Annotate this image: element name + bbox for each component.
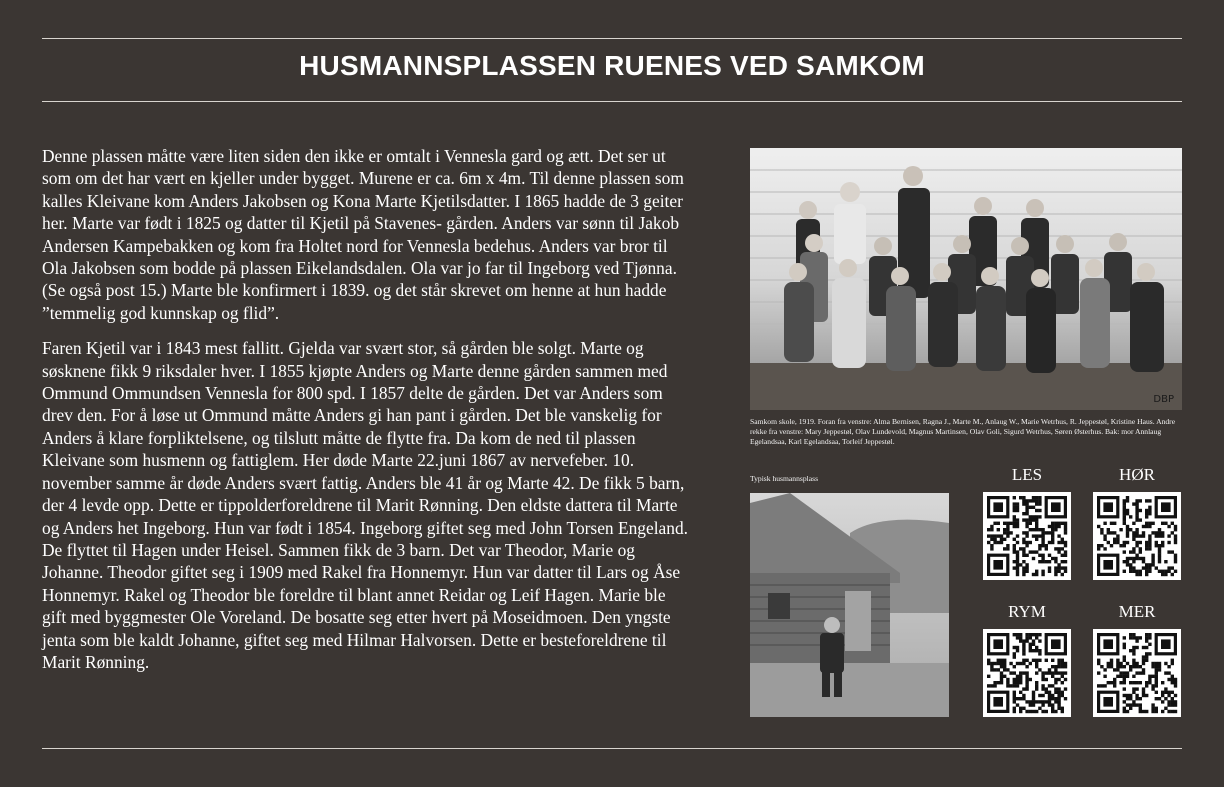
- article-body: [42, 145, 692, 686]
- school-photo-graphic: [750, 148, 1182, 410]
- top-rule: [42, 38, 1182, 39]
- title-rule: [42, 101, 1182, 102]
- svg-text:DBP: DBP: [1153, 394, 1174, 405]
- qr-code-mer[interactable]: [1093, 629, 1181, 717]
- qr-label-rym: RYM: [1008, 602, 1046, 621]
- paragraph: Denne plassen måtte være liten siden den ikke er omtalt i Vennesla gard og ætt. Det ser ut som om det har vært en kjeller under bygget. Murene er ca. 6m x 4m. Til denne plassen som kalles Kleivane kom Anders Jakobsen og Kona Marte Kjetilsdatter. I 1865 hadde de 3 geiter her. Marte var født i 1825 og datter til Kjetil på Stavenes- gården. Anders var sønn til Jakob Andersen Kampebakken og kom fra Holtet nord for Vennesla bedehus. Anders var bror til Ola Jakobsen som bodde på plassen Eikelandsdalen. Ola var jo far til Ingeborg ved Tjønna.(Se også post 15.) Marte ble konfirmert i 1839. og det står skrevet om henne at hun hadde ”temmelig god kunnskap og flid”.: [42, 146, 684, 323]
- qr-code-hor[interactable]: [1093, 492, 1181, 580]
- qr-code-les[interactable]: [983, 492, 1071, 580]
- qr-label-hor: HØR: [1119, 465, 1155, 484]
- school-photo: [750, 148, 1182, 410]
- page-title: HUSMANNSPLASSEN RUENES VED SAMKOM: [299, 50, 925, 81]
- school-photo-caption: Samkom skole, 1919. Foran fra venstre: Alma Bernisen, Ragna J., Marte M., Anlaug W., Marie Wetrhus, R. Jeppestøl, Kristine Haus. Andre rekke fra venstre: Mary Jeppestøl, Olav Lundevold, Magnus Martinsen, Olav Goli, Sigurd Wetrhus, Søren Østerhus. Bak: mor Annlaug Egelandsaa, Karl Egelandsaa, Torleif Jeppestøl.: [750, 417, 1176, 446]
- qr-label-les: LES: [1011, 465, 1043, 484]
- paragraph: Faren Kjetil var i 1843 mest fallitt. Gjelda var svært stor, så gården ble solgt. Marte og søsknene fikk 9 riksdaler hver. I 1855 kjøpte Anders og Marte denne gården sammen med Ommund Ommundsen Vennesla for 800 spd. I 1857 delte de gården. Det var Anders som drev den. For å løse ut Ommund måtte Anders gi han pant i gården. Det ble vanskelig for Anders å klare forpliktelsene, og tilslutt måtte de flytte fra. Da kom de ned til plassen Kleivane som husmenn og fattiglem. Her døde Marte 22.juni 1867 av nervefeber. 10. november samme år døde Anders svært fattig. Anders ble 41 år og Marte 42. De fikk 5 barn, der 4 levde opp. Dette er tippolderforeldrene til Marit Rønning. Den eldste dattera til Marte og Anders het Ingeborg. Hun var født i 1854. Ingeborg giftet seg med John Torsen Engeland. De flyttet til Hagen under Heisel. Sammen fikk de 3 barn. Det var Theodor, Marie og Johanne. Theodor giftet seg i 1909 med Rakel fra Honnemyr. Hun var datter til Lars og Åse Honnemyr. Rakel og Theodor ble foreldre til blant annet Reidar og Leif Hagen. Marie ble gift med byggmester Ole Voreland. De bosatte seg etter hvert på Moseidmoen. Den yngste jenta som ble kaldt Johanne, giftet seg med Hilmar Halvorsen. Dette er besteforeldrene til Marit Rønning.: [42, 338, 688, 672]
- bottom-rule: [42, 748, 1182, 749]
- house-photo-caption: Typisk husmannsplass: [750, 474, 819, 483]
- house-photo-graphic: [750, 493, 949, 717]
- qr-code-graphic: [983, 492, 1071, 580]
- qr-code-graphic: [983, 629, 1071, 717]
- qr-label-mer: MER: [1118, 602, 1156, 621]
- qr-code-graphic: [1093, 492, 1181, 580]
- qr-code-graphic: [1093, 629, 1181, 717]
- house-photo: [750, 493, 949, 717]
- qr-code-rym[interactable]: [983, 629, 1071, 717]
